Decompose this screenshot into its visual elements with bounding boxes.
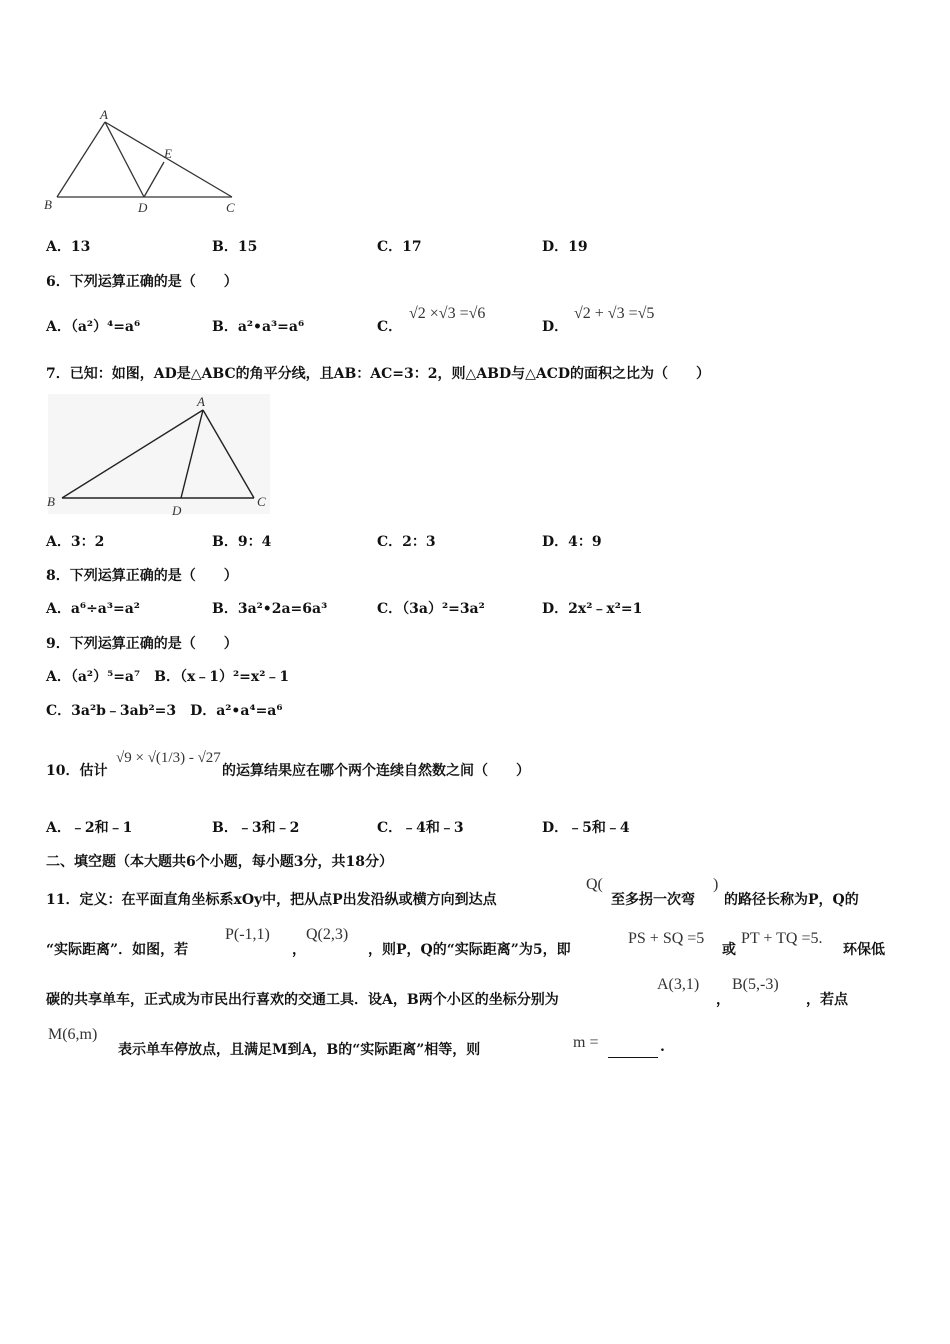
q11-point-b: B(5,-3): [732, 976, 779, 993]
q11-line1-text-b: 至多拐一次弯: [611, 892, 695, 908]
q7-option-c[interactable]: C．2：3: [377, 534, 436, 550]
q8-option-d[interactable]: D．2x²﹣x²=1: [542, 601, 643, 617]
q7-option-a[interactable]: A．3：2: [46, 534, 105, 550]
q10-prefix: 10．估计: [46, 763, 108, 779]
q11-line1-math-paren: ): [713, 876, 719, 893]
q6-option-c[interactable]: [377, 316, 402, 336]
q11-line3-text-c: ，若点: [806, 992, 848, 1008]
q6-option-b[interactable]: B．a²•a³=a⁶: [212, 319, 305, 335]
q11-line2-text-e: 环保低: [843, 942, 885, 958]
q5-triangle-figure: [40, 105, 250, 220]
q5-option-c[interactable]: C．17: [377, 239, 422, 255]
q7-stem: 7．已知：如图，AD是△ABC的角平分线，且AB：AC=3：2，则△ABD与△ACD的面积之比为（ ）: [46, 366, 711, 382]
q11-equation-pt-tq: PT + TQ =5.: [741, 930, 823, 947]
q10-option-a[interactable]: A．﹣2和﹣1: [46, 820, 133, 836]
q5-label-c: C: [226, 200, 235, 215]
q5-option-a[interactable]: A．13: [46, 239, 91, 255]
q6-stem: 6．下列运算正确的是（ ）: [46, 274, 238, 290]
q11-line4-text-a: 表示单车停放点，且满足M到A，B的“实际距离”相等，则: [118, 1042, 481, 1058]
q7-label-a: A: [197, 394, 205, 409]
q7-option-d[interactable]: D．4：9: [542, 534, 602, 550]
q11-line4-period: .: [660, 1039, 665, 1055]
section2-title: 二、填空题（本大题共6个小题，每小题3分，共18分）: [46, 854, 393, 870]
q11-line1-text-c: 的路径长称为P，Q的: [724, 892, 859, 908]
q10-option-c[interactable]: C．﹣4和﹣3: [377, 820, 464, 836]
q8-option-c[interactable]: C．（3a）²=3a²: [377, 601, 485, 617]
q11-line2-text-c: ，则P，Q的“实际距离”为5，即: [368, 942, 571, 958]
q11-line2-comma: ，: [292, 942, 306, 958]
q8-option-a[interactable]: A．a⁶÷a³=a²: [46, 601, 140, 617]
q9-stem: 9．下列运算正确的是（ ）: [46, 636, 238, 652]
q7-triangle-figure: [44, 390, 274, 520]
q7-label-b: B: [47, 494, 55, 509]
q10-option-d[interactable]: D．﹣5和﹣4: [542, 820, 630, 836]
q11-point-a: A(3,1): [657, 976, 700, 993]
q11-point-m: M(6,m): [48, 1026, 98, 1043]
q9-options-line2[interactable]: C．3a²b﹣3ab²=3 D．a²•a⁴=a⁶: [46, 703, 283, 719]
q11-m-equals: m =: [573, 1034, 599, 1051]
q5-label-a: A: [100, 107, 108, 122]
q5-label-d: D: [138, 200, 148, 215]
q7-option-b[interactable]: B．9：4: [212, 534, 272, 550]
q11-point-q: Q(2,3): [306, 926, 349, 943]
q11-line3-text-a: 碳的共享单车，正式成为市民出行喜欢的交通工具．设A，B两个小区的坐标分别为: [46, 992, 559, 1008]
q5-label-b: B: [44, 197, 52, 212]
q7-label-c: C: [257, 494, 266, 509]
q11-line2-or: 或: [722, 942, 736, 958]
q11-line1-math-q: Q(: [586, 876, 603, 893]
q6-option-c-math: √2 ×√3 =√6: [409, 305, 486, 322]
q11-answer-blank[interactable]: [608, 1039, 658, 1058]
q9-options-line1[interactable]: A．（a²）⁵=a⁷ B．（x﹣1）²=x²﹣1: [46, 669, 290, 685]
q10-math: √9 × √(1/3) - √27: [116, 750, 221, 766]
q10-option-b[interactable]: B．﹣3和﹣2: [212, 820, 300, 836]
q6-option-d-math: √2 + √3 =√5: [574, 305, 655, 322]
q11-point-p: P(-1,1): [225, 926, 270, 943]
q6-option-d-label: D．: [542, 319, 569, 335]
q6-option-c-label: C．: [377, 319, 403, 335]
q5-option-b[interactable]: B．15: [212, 239, 258, 255]
q11-line2-text-a: “实际距离”．如图，若: [46, 942, 189, 958]
q8-option-b[interactable]: B．3a²•2a=6a³: [212, 601, 328, 617]
q6-option-a[interactable]: A．（a²）⁴=a⁶: [46, 319, 141, 335]
q11-line3-comma: ，: [716, 992, 730, 1008]
q5-option-d[interactable]: D．19: [542, 239, 588, 255]
q8-stem: 8．下列运算正确的是（ ）: [46, 568, 238, 584]
q11-equation-ps-sq: PS + SQ =5: [628, 930, 705, 947]
q5-label-e: E: [164, 146, 172, 161]
q7-label-d: D: [172, 503, 182, 518]
q10-suffix: 的运算结果应在哪个两个连续自然数之间（ ）: [222, 763, 530, 779]
q6-option-d[interactable]: [542, 316, 568, 336]
q11-line1-text-a: 11．定义：在平面直角坐标系xOy中，把从点P出发沿纵或横方向到达点: [46, 892, 497, 908]
